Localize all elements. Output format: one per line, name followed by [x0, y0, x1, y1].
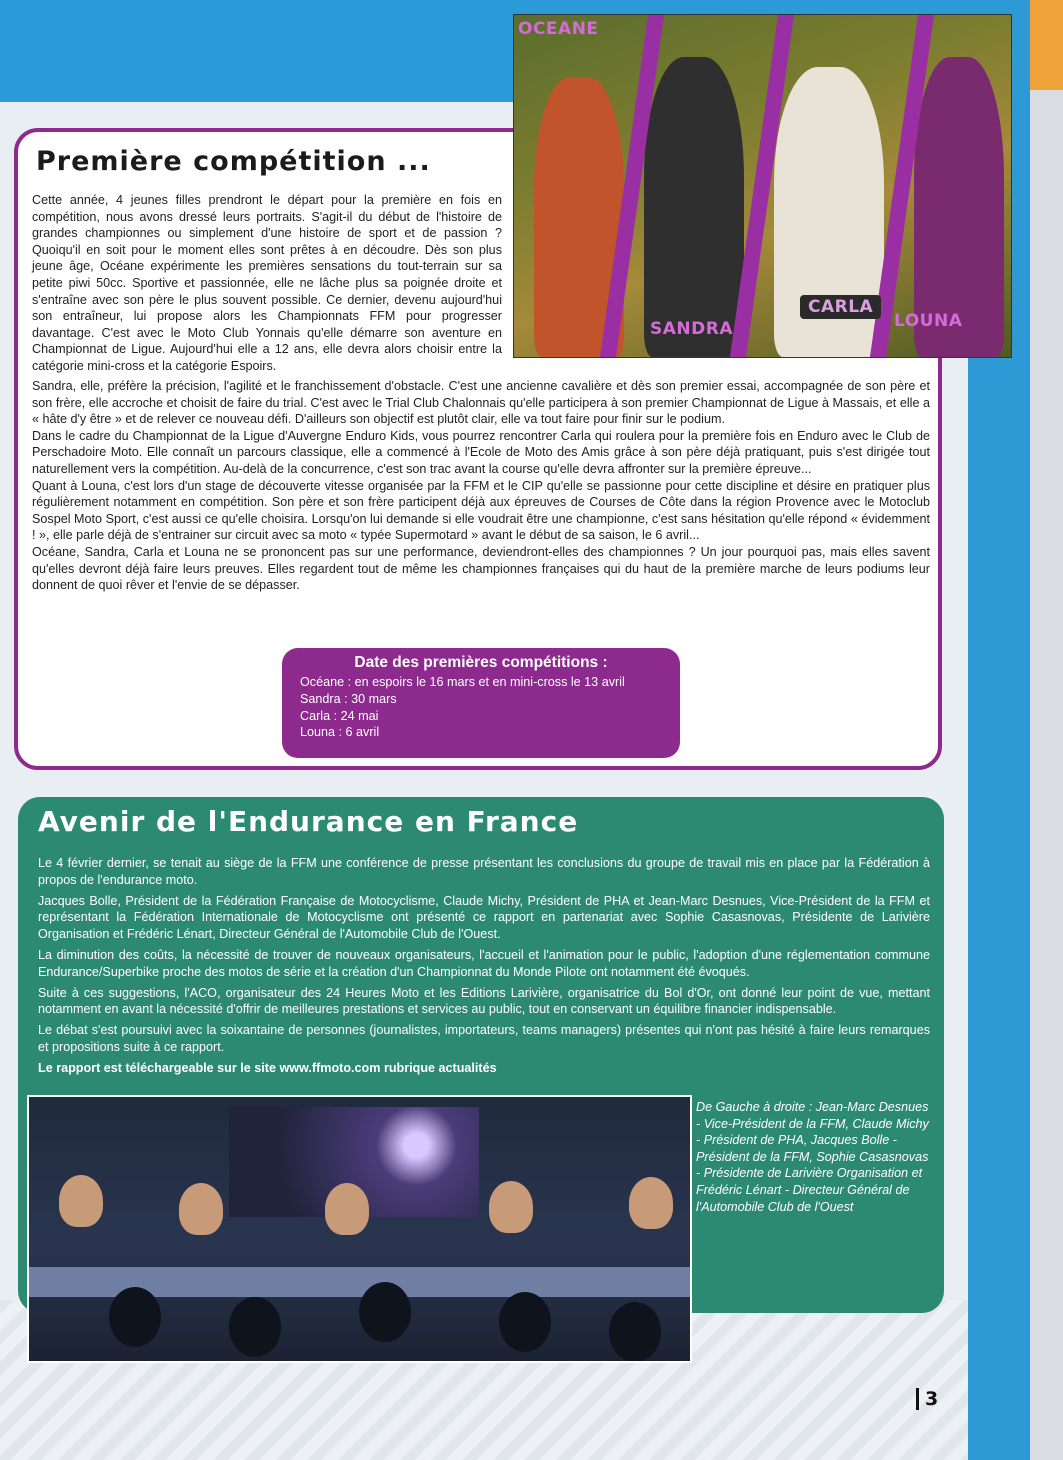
- paragraph: Le débat s'est poursuivi avec la soixantaine de personnes (journalistes, importateurs, teams managers) présentes qui n'ont pas hésité à faire leurs remarques et propositions suite à ce rapport.: [38, 1023, 930, 1054]
- riders-photo: [513, 14, 1012, 358]
- paragraph-sandra: Sandra, elle, préfère la précision, l'agilité et le franchissement d'obstacle. C'est une ancienne cavalière et dès son premier essai, accompagnée de son père et son frère, elle accroche et choisit de faire du trial. C'est avec le Trial Club Chalonnais qu'elle participera à son premier Championnat de Ligue à Massais, et elle a « hâte d'y être » et de relever ce nouveau défi. D'ailleurs son objectif est plutôt clair, elle va tout faire pour finir sur le podium.: [32, 379, 930, 427]
- paragraph-conclusion: Océane, Sandra, Carla et Louna ne se prononcent pas sur une performance, deviendront-elles des championnes ? Un jour pourquoi pas, mais elles savent qu'elles devront déjà faire leurs preuves. Elles regardent tout de même les championnes françaises qui du haut de la première marche de leurs podiums leur donnent de quoi rêver et l'envie de se dépasser.: [32, 544, 930, 593]
- audience-head: [499, 1292, 551, 1352]
- paragraph-louna: Quant à Louna, c'est lors d'un stage de découverte vitesse organisée par la FFM et le CIP qu'elle se passionne pour cette discipline et désire en pratiquer plus régulièrement notamment en compétition. Son père et son frère participent déjà aux épreuves de Courses de Côte dans la région Provence avec le Motoclub Sospel Moto Sport, c'est aussi ce qu'elle choisira. Lorsqu'on lui demande si elle voudrait être une championne, c'est sans hésitation qu'elle répond « évidemment ! », elle parle déjà de s'entrainer sur circuit avec sa moto « typée Supermotard » avant le début de sa saison, le 6 avril...: [32, 478, 930, 543]
- press-conference-photo: [27, 1095, 692, 1363]
- paragraph: Le 4 février dernier, se tenait au siège de la FFM une conférence de presse présentant les conclusions du groupe de travail mis en place par la Fédération à propos de l'endurance moto.: [38, 856, 930, 887]
- date-line-oceane: Océane : en espoirs le 16 mars et en mini-cross le 13 avril: [300, 675, 625, 689]
- page-number: 3: [916, 1388, 938, 1410]
- audience-head: [229, 1297, 281, 1357]
- audience-head: [359, 1282, 411, 1342]
- intro-paragraph: Cette année, 4 jeunes filles prendront le départ pour la première en fois en compétition, nous avons dressé leurs portraits. S'agit-il du début de l'histoire de grandes championnes ou simplement d'une histoire de sport et de passion ? Quoiqu'il en soit pour le moment elles sont prêtes à en découdre. Dès son plus jeune âge, Océane expérimente les premières sensations du tout-terrain sur sa petite piwi 50cc. Sportive et passionnée, elle ne lâche plus sa poignée droite et s'entraîne avec son père le plus souvent possible. Ce dernier, devenu aujourd'hui son entraîneur, lui propose alors les Championnats FFM pour progresser davantage. C'est avec le Moto Club Yonnais qu'elle démarre son aventure en Championnat de Ligue. Aujourd'hui elle a 12 ans, elle devra alors choisir entre la catégorie mini-cross et la catégorie Espoirs.: [32, 193, 502, 373]
- audience-head: [109, 1287, 161, 1347]
- panelist: [489, 1181, 533, 1233]
- article-body: [32, 378, 930, 594]
- date-line-louna: Louna : 6 avril: [300, 725, 380, 740]
- paragraph: La diminution des coûts, la nécessité de trouver de nouveaux organisateurs, l'accueil et l'animation pour le public, l'adoption d'une réglementation commune Endurance/Superbike proche des motos de série et la création d'un Championnat du Monde Pilote ont notamment été évoqués.: [38, 947, 930, 979]
- date-line-sandra: Sandra : 30 mars: [300, 691, 397, 706]
- endurance-text: [38, 855, 930, 1081]
- photo-caption: De Gauche à droite : Jean-Marc Desnues - Vice-Président de la FFM, Claude Michy - Président de PHA, Jacques Bolle - Président de la FFM, Sophie Casasnovas - Présidente de Larivière Organisation et Frédéric Lénart - Directeur Général de l'Automobile Club de l'Ouest: [696, 1100, 929, 1214]
- panelist: [179, 1183, 223, 1235]
- photo-label-carla: CARLA: [800, 295, 881, 319]
- paragraph: Suite à ces suggestions, l'ACO, organisateur des 24 Heures Moto et les Editions Larivière, organisatrice du Bol d'Or, ont donné leur point de vue, mettant notamment en avant la nécessité d'offrir de meilleures prestations et services au public, tout en conservant un équilibre financier indispensable.: [38, 985, 930, 1017]
- page-edge-accent: [1030, 0, 1063, 90]
- panelist: [59, 1175, 103, 1227]
- competition-dates-box: [282, 648, 680, 758]
- photo-label-louna: LOUNA: [894, 311, 963, 331]
- photo-label-sandra: SANDRA: [650, 319, 733, 339]
- report-download-note: Le rapport est téléchargeable sur le site www.ffmoto.com rubrique actualités: [38, 1060, 497, 1075]
- panelist: [325, 1183, 369, 1235]
- section-title: Première compétition ...: [36, 146, 431, 177]
- dates-title: Date des premières compétitions :: [354, 654, 608, 671]
- paragraph-carla: Dans le cadre du Championnat de la Ligue d'Auvergne Enduro Kids, vous pourrez rencontrer Carla qui roulera pour la première fois en Enduro avec le Club de Perschadoire Moto. Elle connaît un parcours classique, elle a commencé à l'Ecole de Moto des Amis grâce à son père déjà pratiquant, puis s'est dirigée tout naturellement vers la compétition. Au-delà de la concurrence, c'est son trac avant la course qu'elle devra affronter sur la première épreuve...: [32, 428, 930, 476]
- audience-head: [609, 1302, 661, 1362]
- paragraph: Jacques Bolle, Président de la Fédération Française de Motocyclisme, Claude Michy, Président de PHA et Jean-Marc Desnues, Vice-Président de la FFM et représentant la Fédération Internationale de Motocyclisme ont présenté ce rapport en partenariat avec Sophie Casasnovas, Présidente de Larivière Organisation et Frédéric Lénart, Directeur Général de l'Automobile Club de l'Ouest.: [38, 893, 930, 942]
- rider-sandra: [644, 57, 744, 357]
- panelist: [629, 1177, 673, 1229]
- date-line-carla: Carla : 24 mai: [300, 708, 379, 723]
- photo-label-oceane: OCEANE: [518, 19, 599, 39]
- page-edge: [1030, 0, 1063, 1460]
- section-title: Avenir de l'Endurance en France: [38, 805, 579, 838]
